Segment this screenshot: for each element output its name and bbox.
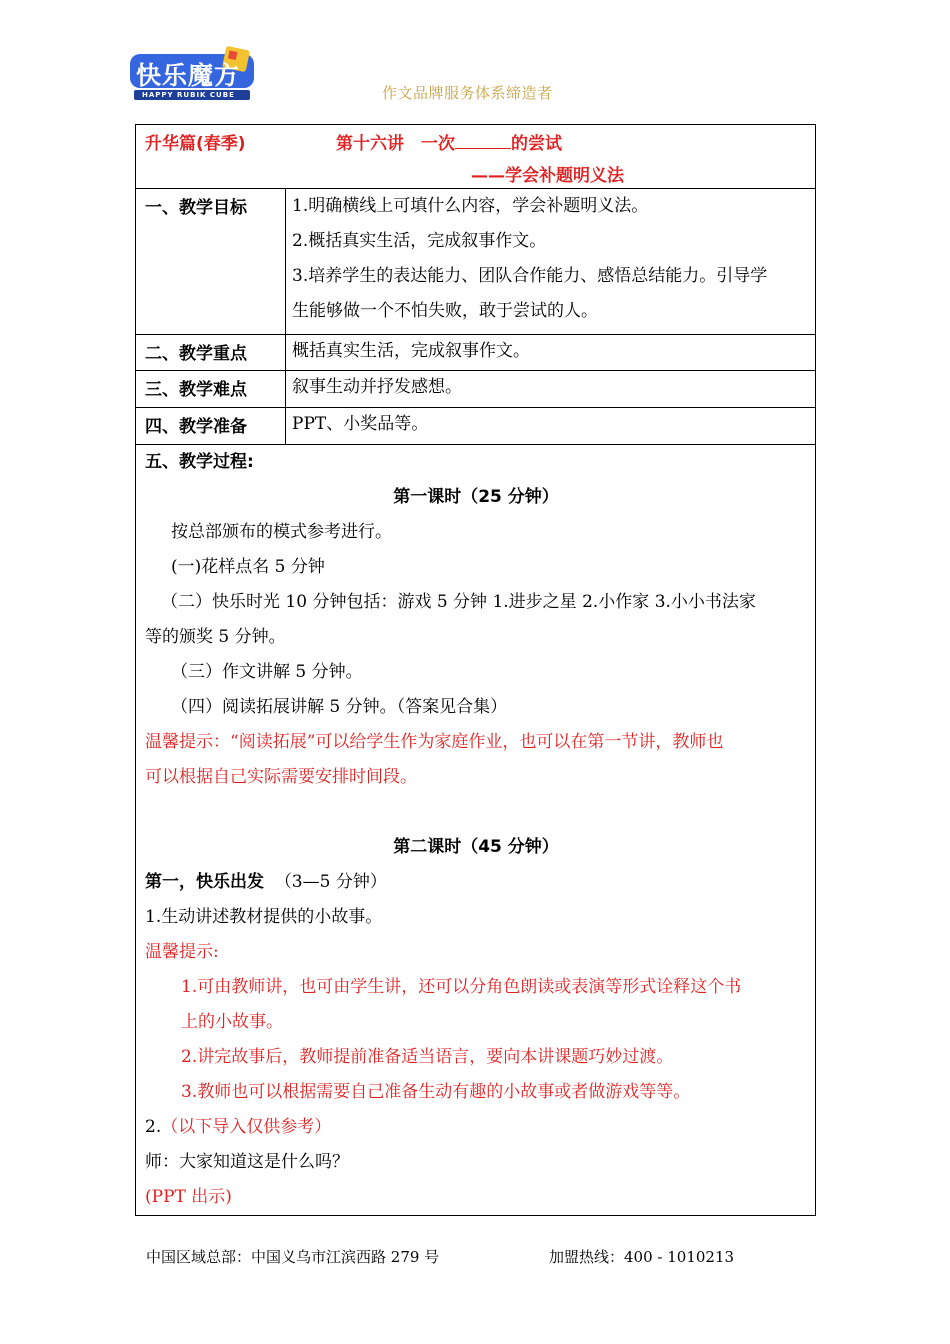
tip2-item: 3.教师也可以根据需要自己准备生动有趣的小故事或者做游戏等等。: [181, 1082, 691, 1102]
difficulties-label: 三、教学难点: [136, 371, 286, 408]
step1-item1: 1.生动讲述教材提供的小故事。: [145, 907, 383, 927]
ppt-note: (PPT 出示): [145, 1187, 232, 1207]
step1-line: [145, 865, 807, 900]
p1-line: （三）作文讲解 5 分钟。: [171, 662, 363, 682]
tip1-line: 温馨提示：“阅读拓展”可以给学生作为家庭作业，也可以在第一节讲，教师也: [145, 732, 724, 752]
period1-title: 第一课时（25 分钟）: [393, 487, 559, 507]
step1-title: 第一，快乐出发: [145, 872, 264, 892]
series-label: 升华篇(春季): [145, 134, 246, 154]
lesson-plan-table: [135, 124, 816, 1216]
brand-logo: [128, 46, 256, 106]
goal-item: 1.明确横线上可填什么内容，学会补题明义法。: [292, 196, 649, 216]
tip2-item: 1.可由教师讲，也可由学生讲，还可以分角色朗读或表演等形式诠释这个书: [181, 977, 742, 997]
footer-address: 中国区域总部：中国义乌市江滨西路 279 号: [146, 1248, 440, 1266]
goal-item: 2.概括真实生活，完成叙事作文。: [292, 231, 547, 251]
item2-num: 2.: [145, 1117, 162, 1137]
goal-item: 3.培养学生的表达能力、团队合作能力、感悟总结能力。引导学: [292, 266, 768, 286]
logo-text: 快乐魔方: [136, 61, 241, 90]
lecture-title-prefix: 第十六讲 一次: [336, 134, 455, 154]
difficulties-text: 叙事生动并抒发感想。: [292, 377, 462, 397]
title-blank: [455, 132, 511, 149]
period2-title: 第二课时（45 分钟）: [393, 837, 559, 857]
item2-note: （以下导入仅供参考）: [161, 1117, 332, 1137]
tip2-item: 2.讲完故事后，教师提前准备适当语言，要向本讲课题巧妙过渡。: [181, 1047, 674, 1067]
item2-line: [145, 1110, 807, 1145]
tip1-line: 可以根据自己实际需要安排时间段。: [145, 767, 417, 787]
difficulties-cell: [286, 371, 816, 408]
teacher-line: 师：大家知道这是什么吗？: [145, 1152, 349, 1172]
footer-hotline: 加盟热线：400 - 1010213: [549, 1248, 735, 1266]
p1-line: （四）阅读拓展讲解 5 分钟。（答案见合集）: [171, 697, 508, 717]
p1-line: 按总部颁布的模式参考进行。: [171, 522, 392, 542]
p1-line: 等的颁奖 5 分钟。: [145, 627, 286, 647]
brand-tagline: 作文品牌服务体系缔造者: [382, 84, 553, 102]
spacer: [145, 795, 807, 830]
process-label: 五、教学过程:: [145, 452, 254, 472]
preparation-text: PPT、小奖品等。: [292, 414, 429, 434]
key-points-label: 二、教学重点: [136, 335, 286, 371]
preparation-label: 四、教学准备: [136, 408, 286, 445]
tip2-label: 温馨提示:: [145, 942, 219, 962]
goals-label: 一、教学目标: [136, 189, 286, 335]
lecture-title-suffix: 的尝试: [511, 134, 562, 154]
goals-content: [286, 189, 816, 335]
goal-item: 生能够做一个不怕失败，敢于尝试的人。: [292, 301, 598, 321]
key-points-cell: [286, 335, 816, 371]
lecture-title: [336, 129, 562, 154]
key-points-text: 概括真实生活，完成叙事作文。: [292, 341, 530, 361]
p1-line: (一)花样点名 5 分钟: [171, 557, 325, 577]
p1-line: （二）快乐时光 10 分钟包括：游戏 5 分钟 1.进步之星 2.小作家 3.小小书法家: [161, 592, 756, 612]
title-cell: [136, 125, 816, 189]
logo-subtext: HAPPY RUBIK CUBE: [142, 91, 235, 99]
process-cell: [136, 445, 816, 1216]
preparation-cell: [286, 408, 816, 445]
step1-time: （3—5 分钟）: [274, 872, 387, 892]
lecture-subtitle: ——学会补题明义法: [471, 166, 624, 186]
tip2-item: 上的小故事。: [181, 1012, 283, 1032]
